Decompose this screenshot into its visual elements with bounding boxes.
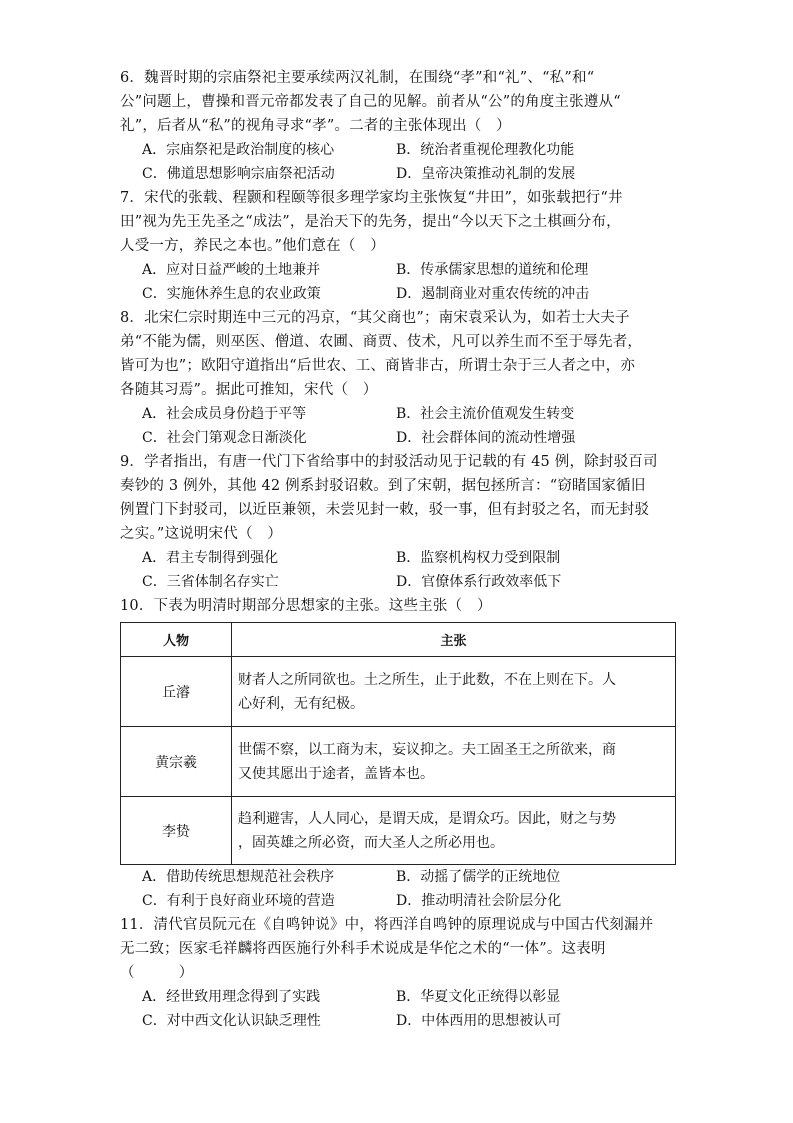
- table-cell-claim: [232, 797, 676, 865]
- question-stem-line: 例置门下封驳司，以近臣兼领，未尝见封一敕，驳一事，但有封驳之名，而无封驳: [120, 502, 650, 518]
- option-d[interactable]: D．社会群体间的流动性增强: [396, 430, 576, 446]
- option-a[interactable]: A．宗庙祭祀是政治制度的核心: [142, 142, 335, 158]
- claim-line: 世儒不察，以工商为末，妄议抑之。夫工固圣王之所欲来，商: [238, 741, 616, 758]
- question-stem-line: 之实。”这说明宋代（ ）: [120, 526, 283, 542]
- option-b[interactable]: B．动摇了儒学的正统地位: [396, 869, 561, 885]
- claim-line: 心好利，无有纪极。: [238, 695, 364, 712]
- question-11: [120, 913, 680, 1033]
- claim-line: 趋利避害，人人同心，是谓天成，是谓众巧。因此，财之与势: [238, 810, 616, 827]
- options-row: [120, 985, 680, 1009]
- table-row: [121, 727, 676, 797]
- question-8: [120, 306, 680, 450]
- table-cell-claim: [232, 657, 676, 727]
- options-row: [120, 570, 680, 594]
- option-c[interactable]: C．三省体制名存实亡: [142, 574, 279, 590]
- question-stem-line: 10．下表为明清时期部分思想家的主张。这些主张（ ）: [120, 598, 492, 614]
- question-stem-line: 礼”，后者从“私”的视角寻求“孝”。二者的主张体现出（ ）: [120, 118, 511, 134]
- options-row: [120, 1009, 680, 1033]
- question-stem-line: 奏钞的 3 例外，其他 42 例系封驳诏敕。到了宋朝，据包拯所言：“窃睹国家循旧: [120, 478, 646, 494]
- table-header-claim: 主张: [232, 623, 676, 657]
- question-stem-line: 11．清代官员阮元在《自鸣钟说》中，将西洋自鸣钟的原理说成与中国古代刻漏并: [120, 917, 654, 933]
- question-stem-line: 8．北宋仁宗时期连中三元的冯京，“其父商也”；南宋袁采认为，如若士大夫子: [120, 310, 630, 326]
- question-stem-line: 6．魏晋时期的宗庙祭祀主要承续两汉礼制，在围绕“孝”和“礼”、“私”和“: [120, 70, 595, 86]
- option-d[interactable]: D．推动明清社会阶层分化: [396, 893, 562, 909]
- option-a[interactable]: A．君主专制得到强化: [142, 550, 279, 566]
- question-stem-line: 公”问题上，曹操和晋元帝都发表了自己的见解。前者从“公”的角度主张遵从“: [120, 94, 621, 110]
- option-a[interactable]: A．应对日益严峻的土地兼并: [142, 262, 321, 278]
- options-row: [120, 889, 680, 913]
- option-c[interactable]: C．对中西文化认识缺乏理性: [142, 1013, 321, 1029]
- question-stem-line: 田”视为先王先圣之“成法”，是治天下的先务，提出“今以天下之土棋画分布，: [120, 214, 621, 230]
- options-row: [120, 282, 680, 306]
- table-header-row: [121, 623, 676, 657]
- table-row: [121, 657, 676, 727]
- option-b[interactable]: B．传承儒家思想的道统和伦理: [396, 262, 589, 278]
- option-b[interactable]: B．监察机构权力受到限制: [396, 550, 561, 566]
- options-row: [120, 138, 680, 162]
- option-a[interactable]: A．社会成员身份趋于平等: [142, 406, 307, 422]
- question-stem-line: 弟“不能为儒，则巫医、僧道、农圃、商贾、伎术，凡可以养生而不至于辱先者，: [120, 334, 643, 350]
- question-stem-line: 无二致；医家毛祥麟将西医施行外科手术说成是华佗之术的“一体”。这表明: [120, 941, 606, 957]
- options-row: [120, 546, 680, 570]
- question-9: [120, 450, 680, 594]
- question-stem-line: 7．宋代的张载、程颢和程颐等很多理学家均主张恢复“井田”，如张载把行“井: [120, 190, 623, 206]
- option-a[interactable]: A．经世致用理念得到了实践: [142, 989, 321, 1005]
- question-stem-line: 9．学者指出，有唐一代门下省给事中的封驳活动见于记载的有 45 例，除封驳百司: [120, 454, 658, 470]
- claim-line: ，固英雄之所必资，而大圣人之所必用也。: [238, 834, 504, 851]
- question-stem-line: 各随其习焉”。据此可推知，宋代（ ）: [120, 382, 378, 398]
- question-6: [120, 66, 680, 186]
- option-b[interactable]: B．社会主流价值观发生转变: [396, 406, 575, 422]
- table-cell-person: 李贽: [121, 797, 232, 865]
- question-7: [120, 186, 680, 306]
- option-d[interactable]: D．中体西用的思想被认可: [396, 1013, 562, 1029]
- options-row: [120, 865, 680, 889]
- table-header-person: 人物: [121, 623, 232, 657]
- option-c[interactable]: C．有利于良好商业环境的营造: [142, 893, 335, 909]
- claim-line: 又使其愿出于途者，盖皆本也。: [238, 765, 434, 782]
- options-row: [120, 258, 680, 282]
- question-10: [120, 594, 680, 913]
- option-d[interactable]: D．官僚体系行政效率低下: [396, 574, 562, 590]
- option-d[interactable]: D．皇帝决策推动礼制的发展: [396, 166, 576, 182]
- options-row: [120, 426, 680, 450]
- options-row: [120, 402, 680, 426]
- table-cell-person: 黄宗羲: [121, 727, 232, 797]
- thinkers-table: [120, 622, 676, 865]
- option-c[interactable]: C．实施休养生息的农业政策: [142, 286, 321, 302]
- options-row: [120, 162, 680, 186]
- option-c[interactable]: C．社会门第观念日渐淡化: [142, 430, 307, 446]
- option-b[interactable]: B．统治者重视伦理教化功能: [396, 142, 575, 158]
- table-cell-claim: [232, 727, 676, 797]
- question-stem-line: 人受一方，养民之本也。”他们意在（ ）: [120, 238, 385, 254]
- table-row: [121, 797, 676, 865]
- question-stem-line: （ ）: [120, 965, 194, 981]
- question-stem-line: 皆可为也”；欧阳守道指出“后世农、工、商皆非古，所谓士杂于三人者之中，亦: [120, 358, 636, 374]
- table-cell-person: 丘濬: [121, 657, 232, 727]
- option-a[interactable]: A．借助传统思想规范社会秩序: [142, 869, 335, 885]
- option-c[interactable]: C．佛道思想影响宗庙祭祀活动: [142, 166, 335, 182]
- claim-line: 财者人之所同欲也。土之所生，止于此数，不在上则在下。人: [238, 671, 616, 688]
- option-b[interactable]: B．华夏文化正统得以彰显: [396, 989, 561, 1005]
- option-d[interactable]: D．遏制商业对重农传统的冲击: [396, 286, 590, 302]
- exam-page: [120, 66, 680, 1033]
